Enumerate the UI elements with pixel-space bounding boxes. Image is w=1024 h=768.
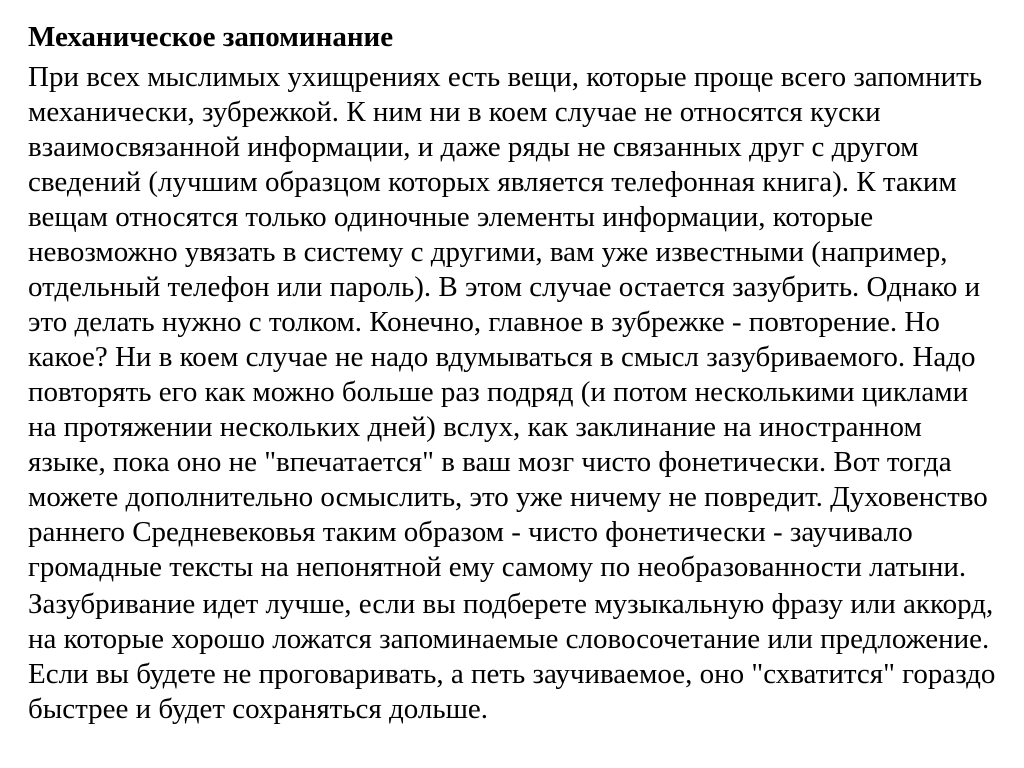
- text-line: невозможно увязать в систему с другими, вам уже известными (например,: [28, 236, 948, 268]
- text-line: языке, пока оно не "впечатается" в ваш мозг чисто фонетически. Вот тогда: [28, 446, 952, 478]
- text-line: механически, зубрежкой. К ним ни в коем случае не относятся куски: [28, 96, 881, 128]
- paragraph-2: [28, 587, 1013, 727]
- text-line: на протяжении нескольких дней) вслух, как заклинание на иностранном: [28, 411, 922, 443]
- text-line: Если вы будете не проговаривать, а петь заучиваемое, оно "схватится" гораздо: [28, 658, 996, 690]
- text-line: вещам относятся только одиночные элементы информации, которые: [28, 201, 874, 233]
- text-line: раннего Средневековья таким образом - чисто фонетически - заучивало: [28, 516, 913, 548]
- paragraph-1: [28, 60, 1013, 585]
- slide-title: Механическое запоминание: [28, 21, 394, 53]
- text-line: взаимосвязанной информации, и даже ряды не связанных друг с другом: [28, 131, 919, 163]
- text-line: Зазубривание идет лучше, если вы подберете музыкальную фразу или аккорд,: [28, 588, 994, 620]
- text-line: можете дополнительно осмыслить, это уже ничему не повредит. Духовенство: [28, 481, 988, 513]
- text-line: какое? Ни в коем случае не надо вдумываться в смысл зазубриваемого. Надо: [28, 341, 976, 373]
- slide-content: [28, 20, 1013, 727]
- text-line: быстрее и будет сохраняться дольше.: [28, 693, 489, 725]
- text-line: сведений (лучшим образцом которых является телефонная книга). К таким: [28, 166, 957, 198]
- text-line: При всех мыслимых ухищрениях есть вещи, которые проще всего запомнить: [28, 61, 983, 93]
- text-line: это делать нужно с толком. Конечно, главное в зубрежке - повторение. Но: [28, 306, 940, 338]
- text-line: повторять его как можно больше раз подряд (и потом несколькими циклами: [28, 376, 969, 408]
- text-line: отдельный телефон или пароль). В этом случае остается зазубрить. Однако и: [28, 271, 981, 303]
- text-line: громадные тексты на непонятной ему самому по необразованности латыни.: [28, 551, 967, 583]
- text-line: на которые хорошо ложатся запоминаемые словосочетание или предложение.: [28, 623, 990, 655]
